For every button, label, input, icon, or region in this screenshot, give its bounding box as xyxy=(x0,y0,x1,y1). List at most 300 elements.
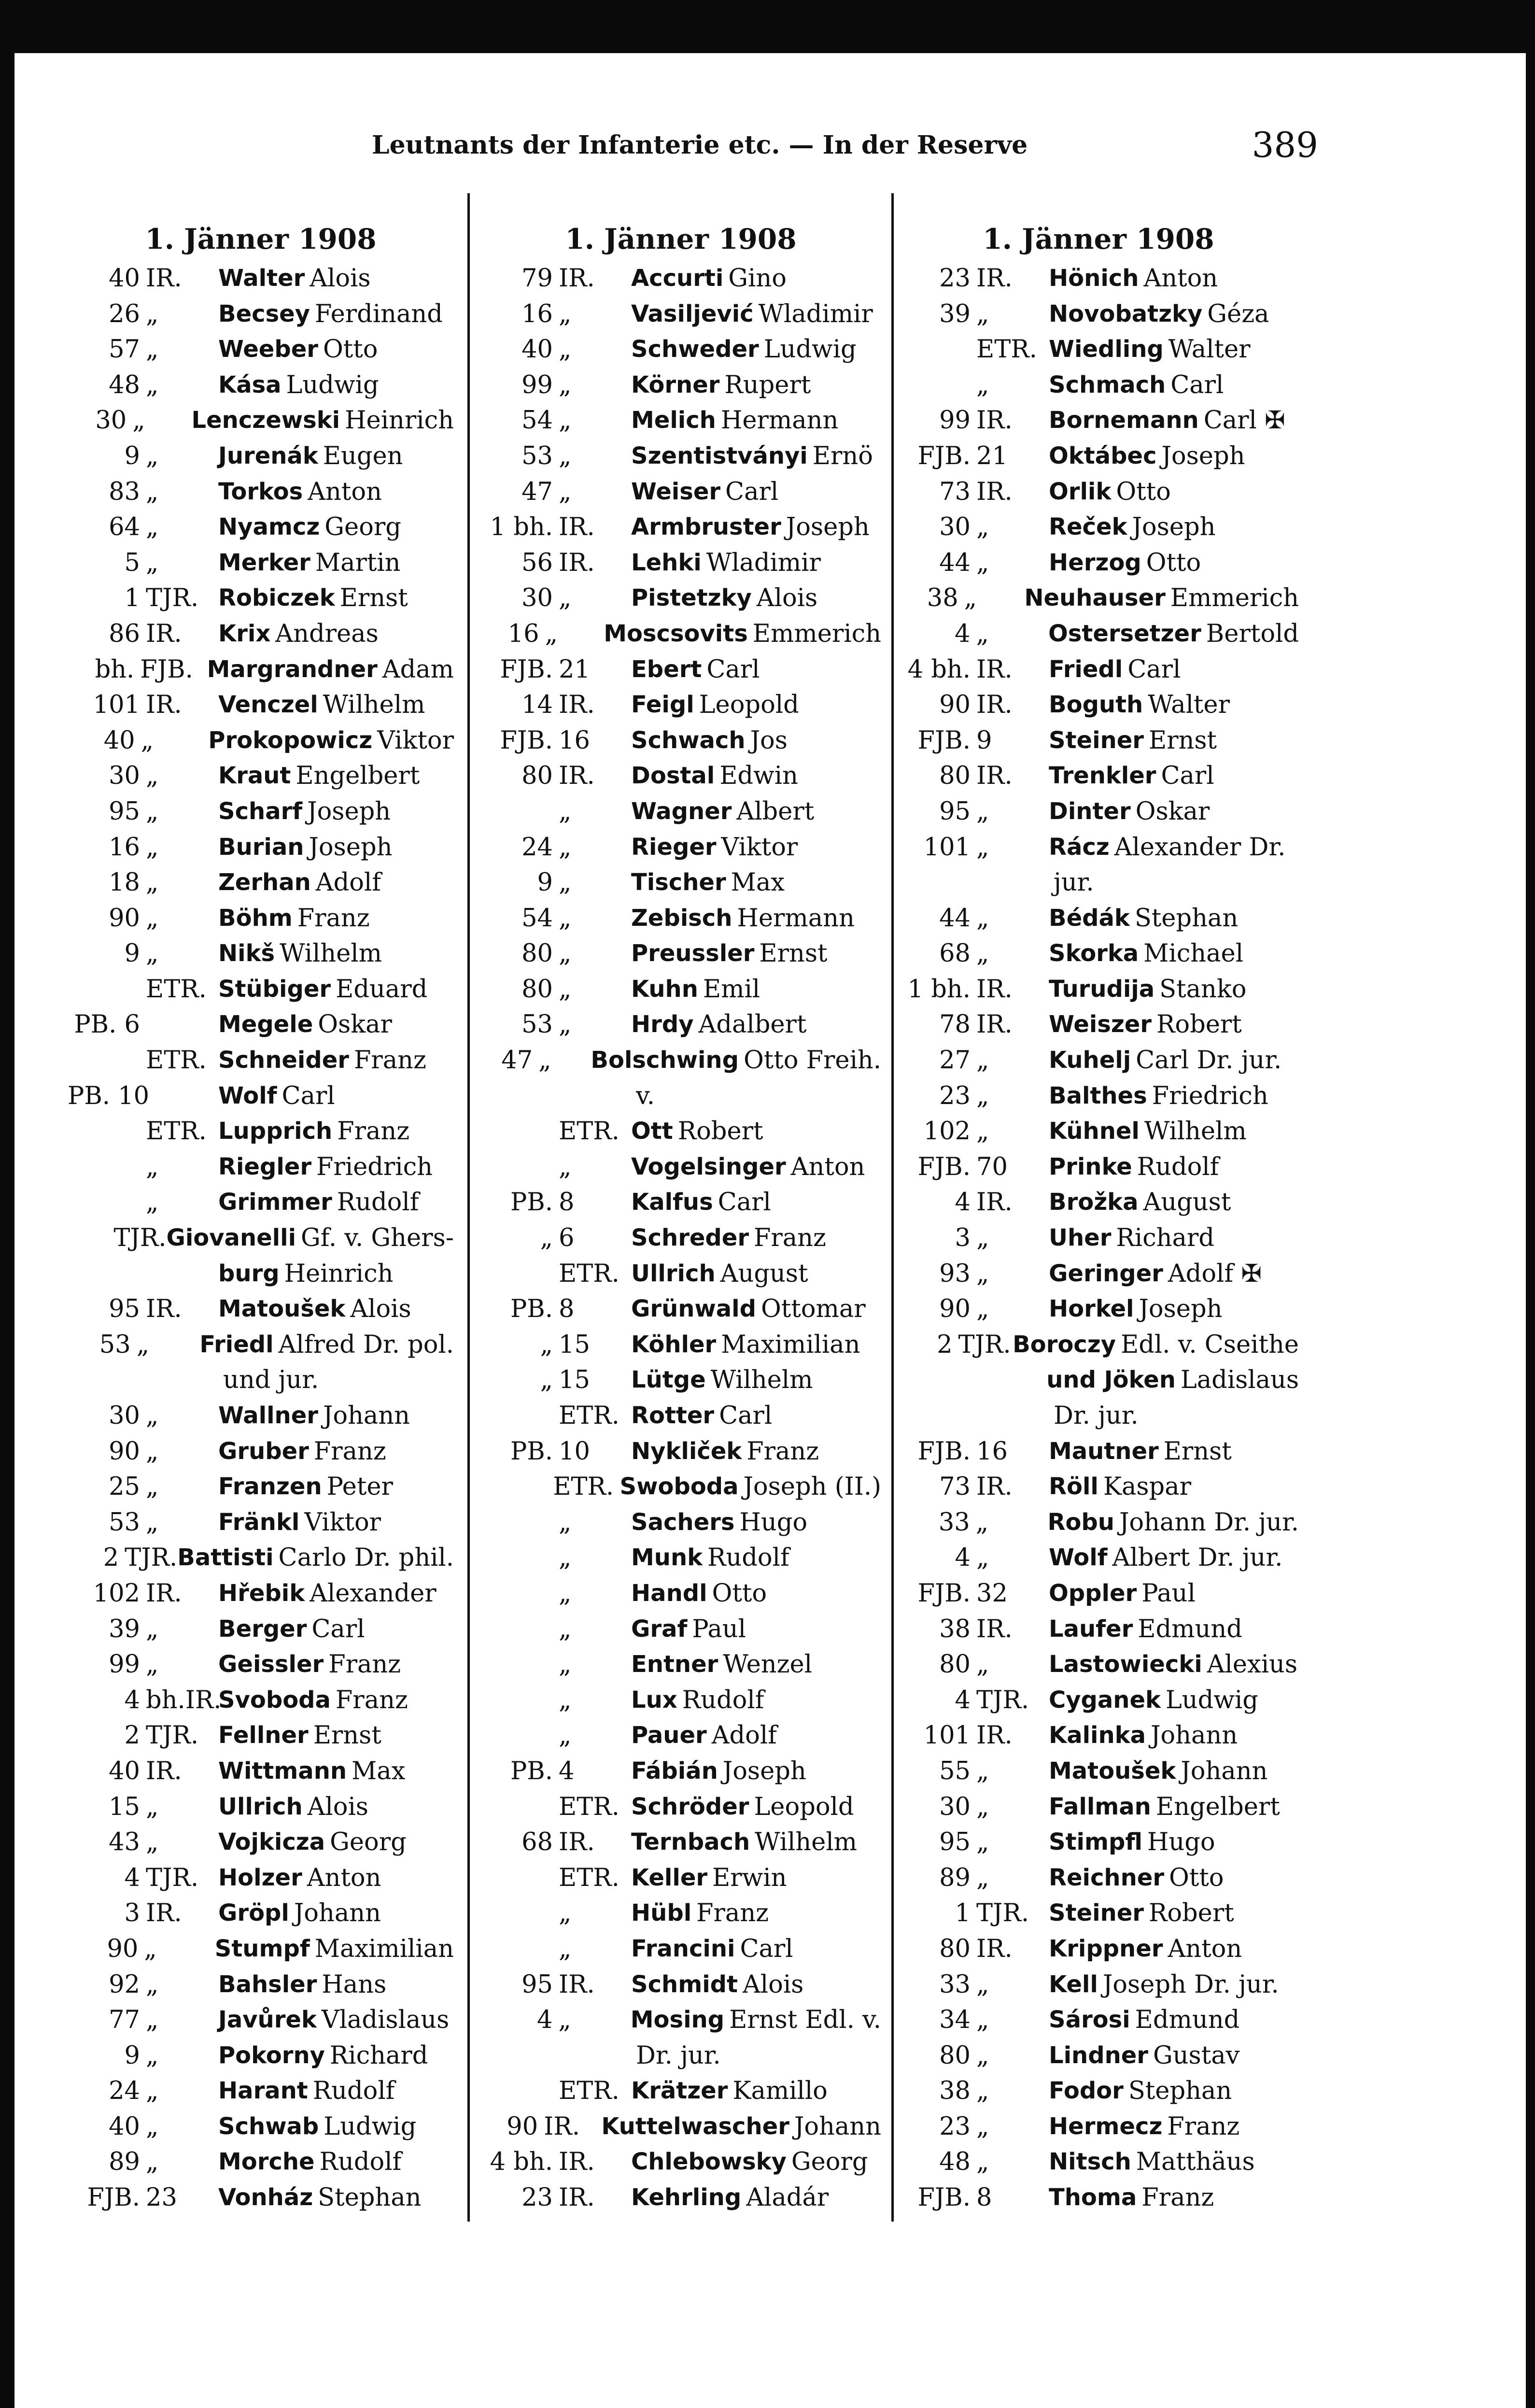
list-item xyxy=(68,1754,454,1789)
unit-abbrev: „ xyxy=(146,299,159,328)
given-name: Eugen xyxy=(323,441,403,470)
unit-abbrev: TJR. xyxy=(146,1721,199,1750)
surname: Merker xyxy=(218,549,310,576)
list-item xyxy=(68,581,454,616)
given-name: Robert xyxy=(677,1117,763,1146)
unit-abbrev: ETR. xyxy=(146,975,207,1004)
unit-abbrev: „ xyxy=(976,1046,989,1075)
unit-abbrev: „ xyxy=(146,1828,159,1857)
list-item xyxy=(68,1576,454,1612)
surname: Vonház xyxy=(218,2184,313,2211)
unit-abbrev: IR. xyxy=(559,548,595,577)
surname: Vojkicza xyxy=(218,1828,325,1856)
list-item xyxy=(68,1540,454,1576)
unit-number xyxy=(480,2073,553,2109)
list-item xyxy=(68,865,454,901)
list-item xyxy=(898,901,1299,936)
given-name: Rudolf xyxy=(1137,1152,1219,1181)
surname: Svoboda xyxy=(218,1686,331,1714)
unit-abbrev: 8 xyxy=(559,1295,575,1324)
list-item xyxy=(480,545,881,581)
unit-number: 47 xyxy=(521,477,553,506)
unit-abbrev: IR. xyxy=(976,975,1013,1004)
unit-number: „ xyxy=(540,1330,553,1359)
unit-abbrev: 15 xyxy=(559,1366,590,1395)
list-item xyxy=(480,1078,881,1114)
unit-number: 34 xyxy=(939,2006,971,2035)
given-name: Max xyxy=(352,1756,406,1785)
unit-number xyxy=(898,1362,970,1398)
unit-abbrev: ETR. xyxy=(146,1046,207,1075)
unit-number: 90 xyxy=(939,1295,971,1324)
given-name: Richard xyxy=(329,2041,428,2070)
unit-abbrev: „ xyxy=(975,1508,989,1537)
unit-number: 78 xyxy=(939,1010,971,1039)
unit-abbrev: 6 xyxy=(559,1224,575,1253)
list-item xyxy=(480,403,881,439)
given-name: Franz xyxy=(313,1437,386,1466)
surname: Grünwald xyxy=(631,1295,756,1323)
list-item xyxy=(898,1505,1299,1541)
unit-number: 57 xyxy=(109,335,140,364)
surname: Krätzer xyxy=(631,2077,728,2105)
given-name: Ernst xyxy=(339,584,408,613)
list-item xyxy=(898,1612,1299,1647)
surname: Kühnel xyxy=(1049,1118,1140,1145)
unit-number: 48 xyxy=(109,370,140,399)
list-item xyxy=(898,1362,1299,1398)
surname: Battisti xyxy=(177,1544,274,1572)
unit-abbrev: ETR. xyxy=(559,1792,620,1821)
unit-abbrev: „ xyxy=(976,1117,989,1146)
unit-number: 30 xyxy=(95,406,127,435)
given-name: Alois xyxy=(756,584,818,613)
unit-number: 44 xyxy=(939,548,971,577)
unit-abbrev: 9 xyxy=(976,726,992,755)
given-name: Wilhelm xyxy=(755,1828,857,1857)
surname: Munk xyxy=(631,1544,703,1572)
unit-number: 102 xyxy=(93,1579,140,1608)
unit-number: 95 xyxy=(521,1970,553,1999)
unit-number: 95 xyxy=(939,797,971,826)
list-item xyxy=(68,1434,454,1470)
given-name: Adolf xyxy=(711,1721,777,1750)
given-name: Joseph xyxy=(1132,513,1216,542)
given-name: Georg xyxy=(791,2148,868,2177)
unit-abbrev: „ xyxy=(146,833,159,862)
list-item xyxy=(68,1327,454,1363)
unit-number xyxy=(68,1362,140,1398)
given-name: Oskar xyxy=(318,1010,392,1039)
surname: Weeber xyxy=(218,336,318,363)
list-item xyxy=(898,2109,1299,2145)
list-item xyxy=(898,2002,1299,2038)
unit-abbrev: „ xyxy=(559,406,572,435)
list-item xyxy=(898,1896,1299,1931)
given-name: jur. xyxy=(1054,868,1094,897)
unit-abbrev: 23 xyxy=(146,2183,177,2212)
given-name: Ottomar xyxy=(760,1295,866,1324)
list-item xyxy=(68,545,454,581)
unit-abbrev: IR. xyxy=(146,1899,182,1928)
surname: Schmidt xyxy=(631,1970,738,1998)
surname: Boguth xyxy=(1049,691,1143,719)
surname: Lenczewski xyxy=(191,407,340,434)
given-name: v. xyxy=(636,1081,655,1110)
given-name: Carl xyxy=(1161,762,1214,791)
unit-number: 16 xyxy=(109,833,140,862)
list-item xyxy=(898,2038,1299,2074)
list-item xyxy=(68,1362,454,1398)
unit-number: 101 xyxy=(93,691,140,720)
surname: Riegler xyxy=(218,1153,312,1180)
surname: Ullrich xyxy=(631,1260,716,1287)
given-name: Hugo xyxy=(1147,1828,1215,1857)
unit-number xyxy=(480,1860,553,1896)
column-3 xyxy=(898,217,1299,2216)
unit-number: 14 xyxy=(521,691,553,720)
unit-number: 25 xyxy=(109,1473,140,1501)
unit-abbrev: „ xyxy=(559,833,572,862)
unit-number: PB. 10 xyxy=(68,1081,150,1110)
list-item xyxy=(898,332,1299,368)
list-item xyxy=(898,510,1299,545)
surname: Matoušek xyxy=(218,1295,346,1323)
unit-number xyxy=(68,1149,140,1185)
given-name: Ernst xyxy=(1163,1437,1232,1466)
surname: Schröder xyxy=(631,1793,749,1820)
column-divider xyxy=(467,193,470,2222)
given-name: Anton xyxy=(1143,264,1218,293)
surname: Zebisch xyxy=(631,904,732,932)
unit-abbrev: „ xyxy=(141,726,154,755)
given-name: Johann xyxy=(323,1402,410,1430)
given-name: Rudolf xyxy=(682,1686,764,1714)
unit-abbrev: „ xyxy=(146,1402,159,1430)
surname: Chlebowsky xyxy=(631,2148,787,2176)
unit-number: FJB. xyxy=(917,1579,971,1608)
given-name: Joseph xyxy=(309,833,393,862)
list-item xyxy=(480,1505,881,1541)
given-name: Rudolf xyxy=(707,1544,789,1572)
given-name: Otto xyxy=(712,1579,767,1608)
surname: Moscsovits xyxy=(604,620,748,647)
unit-abbrev: „ xyxy=(146,2041,159,2070)
given-name: Johann xyxy=(294,1899,381,1928)
unit-number: 68 xyxy=(521,1828,553,1857)
column-heading: 1. Jänner 1908 xyxy=(145,223,377,255)
given-name: Friedrich xyxy=(316,1152,433,1181)
unit-abbrev: „ xyxy=(559,584,572,613)
unit-number xyxy=(480,1540,553,1576)
list-item xyxy=(480,2144,881,2180)
list-item xyxy=(898,1789,1299,1825)
unit-abbrev: „ xyxy=(976,2041,989,2070)
list-item xyxy=(68,1718,454,1754)
unit-abbrev: TJR. xyxy=(113,1224,167,1253)
given-name: Viktor xyxy=(721,833,798,862)
given-name: Engelbert xyxy=(1155,1792,1280,1821)
list-item xyxy=(68,1398,454,1434)
surname: Lindner xyxy=(1049,2041,1148,2069)
surname: Nykliček xyxy=(631,1437,742,1465)
list-item xyxy=(898,794,1299,830)
surname: Fodor xyxy=(1049,2077,1124,2105)
list-item xyxy=(898,1860,1299,1896)
given-name: Rupert xyxy=(724,370,811,399)
given-name: Franz xyxy=(746,1437,819,1466)
given-name: Richard xyxy=(1116,1224,1214,1253)
unit-abbrev: „ xyxy=(559,441,572,470)
given-name: Alfred Dr. pol. xyxy=(278,1330,454,1359)
surname: Feigl xyxy=(631,691,694,719)
given-name: Matthäus xyxy=(1136,2148,1255,2177)
unit-abbrev: TJR. xyxy=(146,1863,199,1892)
unit-number xyxy=(480,2038,553,2074)
unit-abbrev: „ xyxy=(136,1330,150,1359)
list-item xyxy=(68,1149,454,1185)
unit-number: 68 xyxy=(939,939,971,968)
list-item xyxy=(898,1540,1299,1576)
list-item xyxy=(480,830,881,865)
given-name: Otto xyxy=(1116,477,1171,506)
unit-number: 101 xyxy=(923,833,971,862)
unit-abbrev: „ xyxy=(559,1544,572,1572)
unit-number: 80 xyxy=(939,1650,971,1679)
unit-number xyxy=(480,1256,553,1292)
unit-number xyxy=(480,1612,553,1647)
surname: Wolf xyxy=(1049,1544,1108,1572)
list-item xyxy=(898,972,1299,1007)
surname: Nitsch xyxy=(1049,2148,1131,2176)
given-name: Kamillo xyxy=(732,2077,828,2106)
unit-number: 23 xyxy=(939,1081,971,1110)
given-name: Heinrich xyxy=(345,406,454,435)
surname: Geringer xyxy=(1049,1260,1163,1287)
unit-abbrev: „ xyxy=(976,2112,989,2141)
list-item xyxy=(898,1469,1299,1505)
unit-abbrev: ETR. xyxy=(146,1117,207,1146)
surname: Hrdy xyxy=(631,1011,694,1038)
given-name: Wladimir xyxy=(706,548,821,577)
given-name: Andreas xyxy=(275,619,379,648)
surname: Lupprich xyxy=(218,1118,333,1145)
unit-number: PB. xyxy=(510,1437,553,1466)
given-name: Rudolf xyxy=(312,2077,395,2106)
surname: burg xyxy=(218,1260,280,1287)
list-item xyxy=(68,616,454,652)
unit-number: 30 xyxy=(939,1792,971,1821)
unit-abbrev: „ xyxy=(976,619,989,648)
unit-abbrev: „ xyxy=(538,1046,551,1075)
unit-abbrev: „ xyxy=(146,1473,159,1501)
surname: Neuhauser xyxy=(1024,584,1166,612)
unit-abbrev: IR. xyxy=(976,762,1013,791)
unit-abbrev: IR. xyxy=(976,264,1013,293)
surname: Boroczy xyxy=(1013,1331,1116,1358)
list-item xyxy=(898,758,1299,794)
given-name: Erwin xyxy=(712,1863,787,1892)
list-item xyxy=(480,1114,881,1149)
list-item xyxy=(898,1291,1299,1327)
unit-number: 2 xyxy=(124,1721,140,1750)
unit-abbrev: „ xyxy=(976,1650,989,1679)
unit-abbrev: IR. xyxy=(976,406,1013,435)
given-name: Carl xyxy=(311,1615,365,1643)
unit-abbrev: 8 xyxy=(976,2183,992,2212)
list-item xyxy=(480,972,881,1007)
list-item xyxy=(480,1612,881,1647)
given-name: Georg xyxy=(330,1828,407,1857)
surname: Kuhn xyxy=(631,975,698,1003)
list-item xyxy=(898,1683,1299,1718)
given-name: Kaspar xyxy=(1103,1473,1191,1501)
surname: Tischer xyxy=(631,869,726,896)
unit-abbrev: „ xyxy=(559,370,572,399)
unit-number xyxy=(898,332,971,368)
list-item xyxy=(68,403,454,439)
given-name: Joseph xyxy=(786,513,870,542)
column-heading: 1. Jänner 1908 xyxy=(565,223,797,255)
unit-number: 4 xyxy=(124,1686,140,1714)
unit-number: FJB. xyxy=(917,726,971,755)
unit-number: FJB. xyxy=(500,726,553,755)
list-item xyxy=(480,936,881,972)
unit-number xyxy=(480,1149,553,1185)
surname: Bolschwing xyxy=(591,1047,739,1074)
unit-number: 89 xyxy=(939,1863,971,1892)
surname: Reichner xyxy=(1049,1864,1164,1891)
unit-abbrev: IR. xyxy=(146,691,182,720)
surname: Swoboda xyxy=(620,1473,739,1501)
unit-number: 9 xyxy=(124,441,140,470)
list-item xyxy=(68,936,454,972)
unit-abbrev: „ xyxy=(976,370,989,399)
unit-number: 95 xyxy=(109,797,140,826)
surname: Dinter xyxy=(1049,797,1131,825)
unit-number: 3 xyxy=(124,1899,140,1928)
list-item xyxy=(898,1149,1299,1185)
surname: Hönich xyxy=(1049,265,1139,292)
unit-abbrev: „ xyxy=(146,939,159,968)
list-item xyxy=(68,1185,454,1220)
given-name: Franz xyxy=(1167,2112,1240,2141)
unit-number: 53 xyxy=(109,1508,140,1537)
unit-abbrev: „ xyxy=(146,441,159,470)
unit-number: bh. xyxy=(95,655,135,684)
unit-abbrev: „ xyxy=(976,2077,989,2106)
unit-abbrev: „ xyxy=(559,1934,572,1963)
unit-number: 99 xyxy=(109,1650,140,1679)
given-name: Joseph xyxy=(1139,1295,1223,1324)
surname: Lehki xyxy=(631,549,702,576)
unit-number: FJB. xyxy=(917,2183,971,2212)
surname: Prokopowicz xyxy=(208,726,373,754)
unit-number: PB. xyxy=(510,1295,553,1324)
given-name: Carl xyxy=(740,1934,793,1963)
unit-number xyxy=(480,794,553,830)
unit-number: 54 xyxy=(521,904,553,933)
unit-abbrev: „ xyxy=(146,1792,159,1821)
given-name: Jos xyxy=(750,726,788,755)
given-name: Joseph (II.) xyxy=(743,1473,881,1501)
given-name: Franz xyxy=(337,1117,410,1146)
unit-number: 9 xyxy=(124,2041,140,2070)
surname: Keller xyxy=(631,1864,708,1891)
list-item xyxy=(68,830,454,865)
surname: Rieger xyxy=(631,833,717,861)
surname: Köhler xyxy=(631,1331,717,1358)
unit-abbrev xyxy=(971,1398,1049,1434)
given-name: Gino xyxy=(728,264,787,293)
list-item xyxy=(480,1434,881,1470)
unit-number: 24 xyxy=(521,833,553,862)
unit-number: PB. xyxy=(510,1188,553,1217)
surname: Preussler xyxy=(631,940,755,967)
scan-border-left xyxy=(0,0,14,2408)
unit-abbrev: IR. xyxy=(976,655,1013,684)
surname: Holzer xyxy=(218,1864,302,1891)
given-name: Gustav xyxy=(1153,2041,1240,2070)
list-item xyxy=(480,1469,881,1505)
list-item xyxy=(68,1505,454,1541)
given-name: Paul xyxy=(1141,1579,1196,1608)
unit-number: 40 xyxy=(103,726,135,755)
list-item xyxy=(68,758,454,794)
unit-abbrev: „ xyxy=(976,833,989,862)
unit-number: 53 xyxy=(521,1010,553,1039)
given-name: Maximilian xyxy=(314,1934,454,1963)
unit-number: 15 xyxy=(109,1792,140,1821)
unit-number: 4 bh. xyxy=(907,655,971,684)
unit-abbrev: IR. xyxy=(976,1473,1013,1501)
list-item xyxy=(898,830,1299,865)
unit-number xyxy=(480,1718,553,1754)
surname: Oppler xyxy=(1049,1579,1137,1607)
list-item xyxy=(480,1291,881,1327)
unit-number: 9 xyxy=(537,868,553,897)
unit-abbrev: IR. xyxy=(146,619,182,648)
unit-abbrev: „ xyxy=(976,513,989,542)
given-name: Carl xyxy=(725,477,779,506)
unit-abbrev: „ xyxy=(146,1970,159,1999)
surname: Armbruster xyxy=(631,513,781,541)
list-item xyxy=(480,1576,881,1612)
unit-abbrev: „ xyxy=(559,975,572,1004)
unit-abbrev: „ xyxy=(559,1152,572,1181)
unit-number xyxy=(480,1576,553,1612)
list-item xyxy=(480,652,881,688)
surname: Fellner xyxy=(218,1722,309,1749)
given-name: Adolf xyxy=(315,868,381,897)
list-item xyxy=(480,1327,881,1363)
given-name: Martin xyxy=(315,548,401,577)
given-name: Carl xyxy=(1127,655,1181,684)
unit-number: 40 xyxy=(109,2112,140,2141)
given-name: Ladislaus xyxy=(1180,1366,1299,1395)
surname: Rotter xyxy=(631,1402,715,1429)
unit-number: 5 xyxy=(124,548,140,577)
unit-number xyxy=(68,972,140,1007)
given-name: Joseph Dr. jur. xyxy=(1102,1970,1279,1999)
surname: Giovanelli xyxy=(166,1224,296,1252)
unit-abbrev: „ xyxy=(559,939,572,968)
unit-abbrev xyxy=(140,1078,218,1114)
surname: Wallner xyxy=(218,1402,318,1429)
list-item xyxy=(898,1434,1299,1470)
surname: Pauer xyxy=(631,1722,707,1749)
list-item xyxy=(898,723,1299,759)
